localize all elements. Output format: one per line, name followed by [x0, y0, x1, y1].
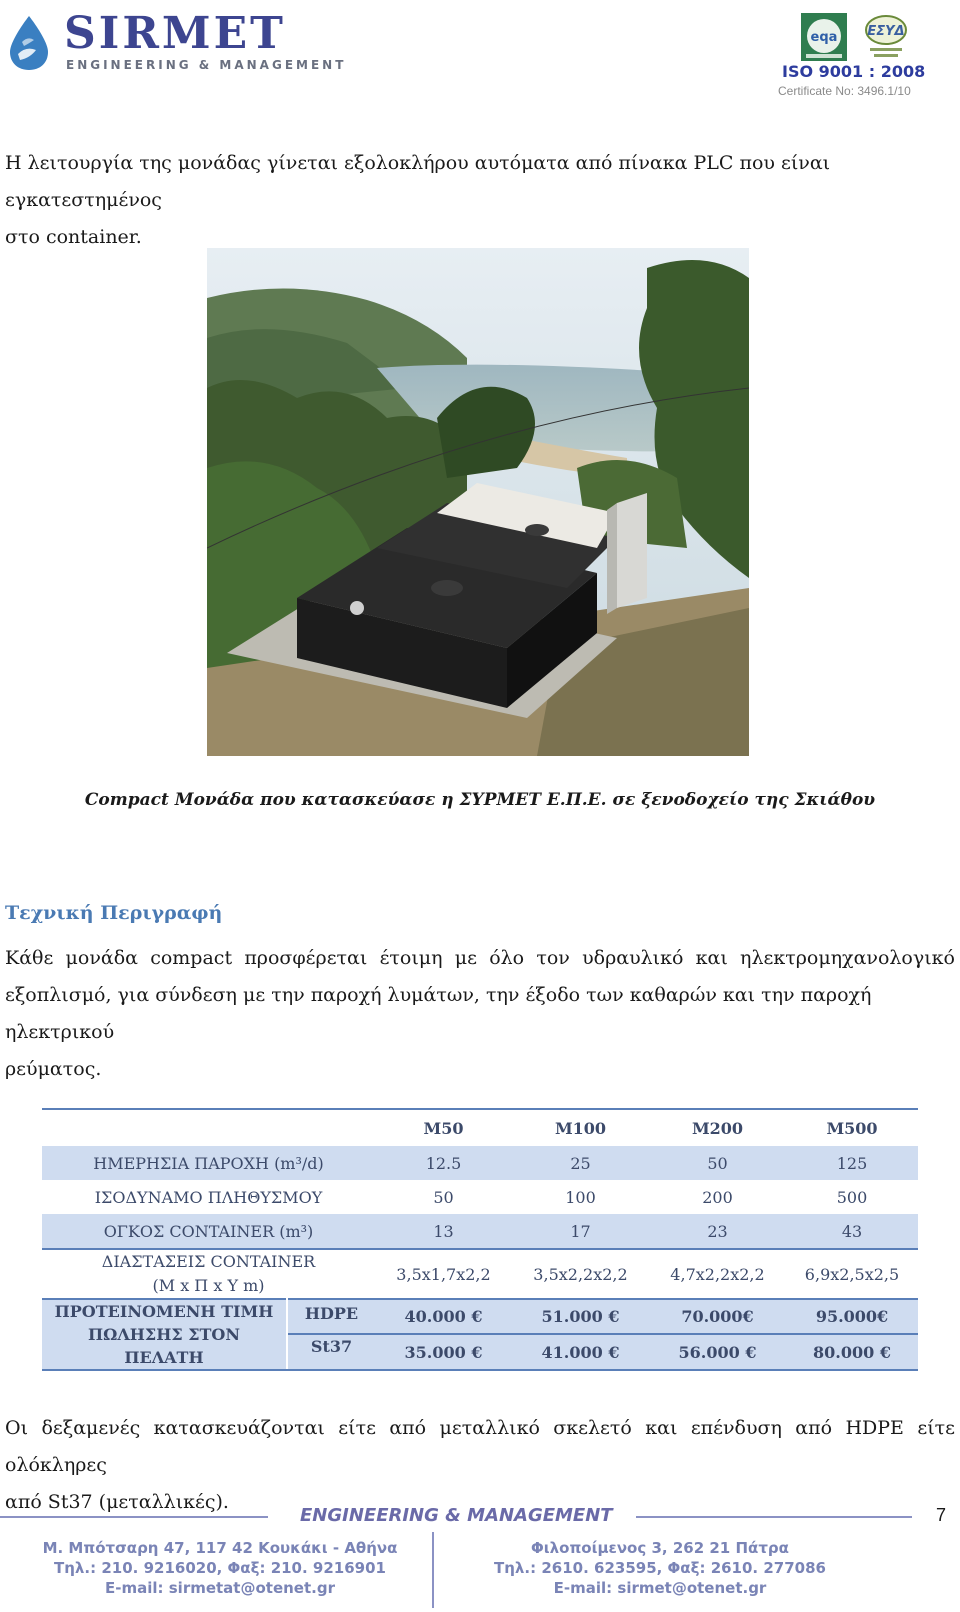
compact-unit-photo	[207, 248, 749, 756]
price-cell: 56.000 €	[649, 1334, 786, 1370]
brand-subtitle: ENGINEERING & MANAGEMENT	[66, 58, 347, 72]
table-cell: 500	[836, 1187, 868, 1207]
svg-text:eqa: eqa	[810, 30, 838, 45]
eqa-certification-logo-icon	[800, 12, 848, 62]
closing-line: Οι δεξαμενές κατασκευάζονται είτε από μεταλλικό σκελετό και επένδυση από HDPE είτε ολόκληρες	[5, 1417, 955, 1476]
model-header: M500	[786, 1109, 918, 1146]
footer-address: Μ. Μπότσαρη 47, 117 42 Κουκάκι - Αθήνα	[42, 1539, 398, 1557]
table-row	[42, 1180, 918, 1214]
table-row	[42, 1214, 918, 1249]
price-cell: 35.000 €	[375, 1334, 512, 1370]
footer-divider	[432, 1532, 434, 1608]
table-cell: 17	[512, 1214, 649, 1249]
description-line: ρεύματος.	[5, 1058, 102, 1080]
closing-line: από St37 (μεταλλικές).	[5, 1491, 229, 1513]
page-number: 7	[936, 1505, 947, 1525]
table-cell: 12.5	[375, 1146, 512, 1180]
table-cell: 3,5x2,2x2,2	[512, 1249, 649, 1299]
footer-title: ENGINEERING & MANAGEMENT	[300, 1505, 613, 1526]
description-line: Κάθε μονάδα compact προσφέρεται έτοιμη με όλο τον υδραυλικό και ηλεκτρομηχανολογικό	[5, 947, 955, 969]
price-label-line: ΠΩΛΗΣΗΣ ΣΤΟΝ	[88, 1325, 240, 1344]
table-cell: 25	[512, 1146, 649, 1180]
description-line: εξοπλισμό, για σύνδεση με την παροχή λυμάτων, την έξοδο των καθαρών και την παροχή ηλεκτρικού	[5, 984, 872, 1043]
row-label: ΗΜΕΡΗΣΙΑ ΠΑΡΟΧΗ (m³/d)	[42, 1146, 375, 1180]
table-header-row	[42, 1109, 918, 1146]
intro-line: Η λειτουργία της μονάδας γίνεται εξολοκλήρου αυτόματα από πίνακα PLC που είναι εγκατεστημένος	[5, 152, 831, 211]
row-label	[42, 1249, 375, 1299]
photo-caption: Compact Μονάδα που κατασκεύασε η ΣΥΡΜΕΤ Ε.Π.Ε. σε ξενοδοχείο της Σκιάθου	[84, 790, 876, 810]
footer-email: E-mail: sirmetat@otenet.gr	[105, 1579, 335, 1597]
table-cell: 13	[375, 1214, 512, 1249]
iso-certification: ISO 9001 : 2008	[782, 62, 926, 81]
price-cell: 80.000 €	[786, 1334, 918, 1370]
footer-rule-left	[0, 1516, 268, 1518]
intro-paragraph	[5, 145, 955, 256]
table-cell: 200	[702, 1187, 733, 1207]
section-title: Τεχνική Περιγραφή	[5, 902, 223, 924]
footer-rule-right	[636, 1516, 912, 1518]
table-cell: 6,9x2,5x2,5	[786, 1249, 918, 1299]
footer-address: Φιλοποίμενος 3, 262 21 Πάτρα	[531, 1539, 789, 1557]
table-cell: 23	[649, 1214, 786, 1249]
price-label	[42, 1299, 287, 1370]
table-cell: 100	[565, 1187, 596, 1207]
price-cell: 70.000€	[649, 1299, 786, 1334]
table-cell: 3,5x1,7x2,2	[375, 1249, 512, 1299]
esyd-accreditation-logo-icon	[858, 12, 914, 62]
price-label-line: ΠΕΛΑΤΗ	[124, 1348, 204, 1367]
table-cell: 50	[649, 1146, 786, 1180]
material-label: HDPE	[287, 1299, 375, 1334]
table-cell: 43	[786, 1214, 918, 1249]
brand-name: SIRMET	[64, 8, 286, 59]
table-row	[42, 1146, 918, 1180]
certificate-number: Certificate No: 3496.1/10	[778, 84, 911, 98]
svg-text:ΕΣΥΔ: ΕΣΥΔ	[867, 24, 905, 39]
table-cell: 50	[433, 1187, 454, 1207]
footer-phone: Τηλ.: 210. 9216020, Φαξ: 210. 9216901	[54, 1559, 386, 1577]
row-label-line: ΔΙΑΣΤΑΣΕΙΣ CONTAINER	[101, 1252, 316, 1271]
row-label: ΙΣΟΔΥΝΑΜΟ ΠΛΗΘΥΣΜΟΥ	[94, 1187, 323, 1207]
price-cell: 40.000 €	[375, 1299, 512, 1334]
row-label-line: (Μ x Π x Υ m)	[152, 1276, 265, 1295]
price-cell: 51.000 €	[512, 1299, 649, 1334]
footer-patra-address	[450, 1538, 870, 1598]
model-header: M200	[649, 1109, 786, 1146]
price-label-line: ΠΡΟΤΕΙΝΟΜΕΝΗ ΤΙΜΗ	[54, 1302, 274, 1321]
material-label: St37	[287, 1334, 375, 1370]
price-cell: 41.000 €	[512, 1334, 649, 1370]
intro-line: στο container.	[5, 226, 142, 248]
footer-email: E-mail: sirmet@otenet.gr	[553, 1579, 767, 1597]
table-row	[42, 1249, 918, 1299]
table-cell: 125	[786, 1146, 918, 1180]
footer-athens-address	[10, 1538, 430, 1598]
footer-phone: Τηλ.: 2610. 623595, Φαξ: 2610. 277086	[494, 1559, 826, 1577]
description-paragraph	[5, 940, 955, 1088]
sirmet-drop-logo-icon	[6, 14, 52, 72]
model-header: M100	[512, 1109, 649, 1146]
price-cell: 95.000€	[786, 1299, 918, 1334]
specifications-table	[42, 1108, 918, 1371]
table-cell: 4,7x2,2x2,2	[649, 1249, 786, 1299]
table-header-spacer	[42, 1109, 375, 1146]
model-header: M50	[375, 1109, 512, 1146]
price-row-hdpe	[42, 1299, 918, 1334]
row-label: ΟΓΚΟΣ CONTAINER (m³)	[42, 1214, 375, 1249]
